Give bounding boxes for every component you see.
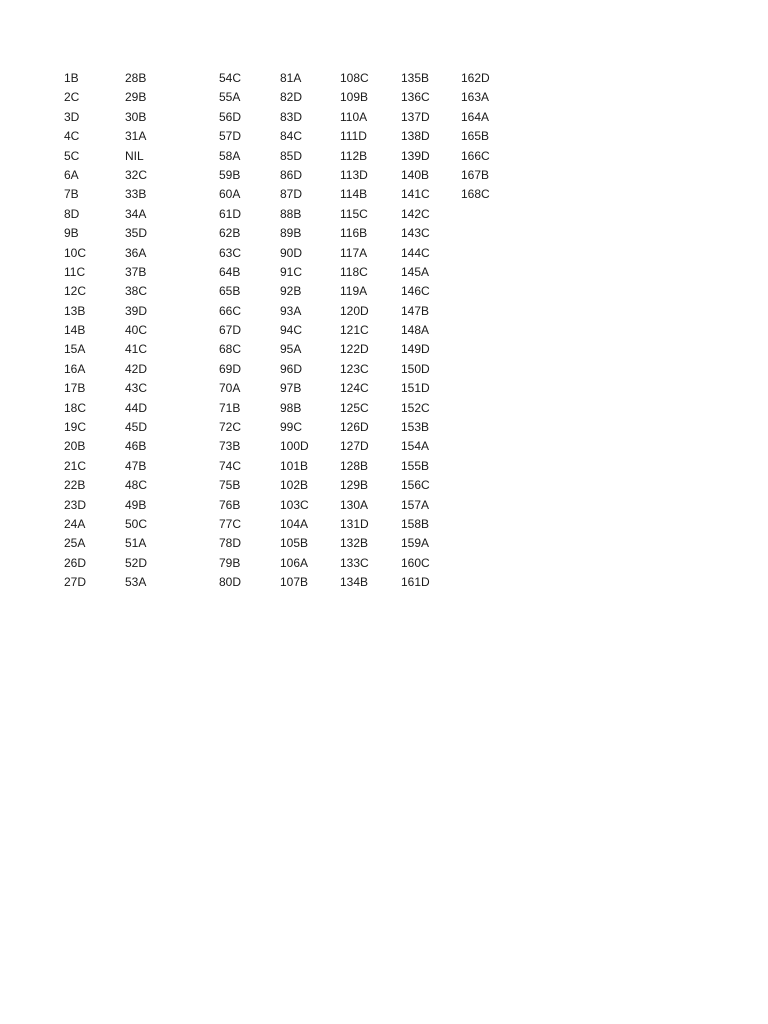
answer-cell: 14B: [64, 323, 86, 338]
answer-cell: 80D: [219, 575, 242, 590]
answer-cell: 61D: [219, 206, 242, 221]
answer-cell: 24A: [64, 516, 86, 531]
answer-cell: 100D: [280, 439, 309, 454]
answer-cell: 116B: [340, 226, 368, 241]
answer-cell: 79B: [219, 555, 241, 570]
answer-cell: 156C: [401, 478, 430, 493]
answer-cell: 165B: [461, 129, 490, 144]
answer-cell: 151D: [401, 381, 430, 396]
answer-cell: NIL: [125, 148, 144, 163]
answer-cell: 3D: [64, 109, 80, 124]
answer-cell: 136C: [401, 90, 430, 105]
answer-cell: 150D: [401, 361, 430, 376]
answer-cell: 164A: [461, 109, 490, 124]
answer-cell: 27D: [64, 575, 87, 590]
answer-cell: 133C: [340, 555, 369, 570]
answer-cell: 153B: [401, 420, 430, 435]
answer-cell: 101B: [280, 458, 309, 473]
answer-cell: 40C: [125, 323, 148, 338]
answer-cell: 32C: [125, 167, 148, 182]
answer-cell: 73B: [219, 439, 241, 454]
answer-cell: 115C: [340, 206, 368, 221]
answer-cell: 53A: [125, 575, 147, 590]
answer-column: [461, 69, 490, 205]
answer-cell: 138D: [401, 129, 430, 144]
answer-cell: 92B: [280, 284, 302, 299]
answer-cell: 46B: [125, 439, 147, 454]
answer-cell: 45D: [125, 420, 148, 435]
answer-cell: 15A: [64, 342, 86, 357]
answer-cell: 82D: [280, 90, 303, 105]
answer-cell: 28B: [125, 71, 147, 85]
answer-cell: 135B: [401, 71, 430, 85]
answer-cell: 128B: [340, 458, 369, 473]
answer-cell: 10C: [64, 245, 87, 260]
answer-cell: 56D: [219, 109, 242, 124]
answer-cell: 112B: [340, 148, 368, 163]
answer-cell: 6A: [64, 167, 79, 182]
answer-cell: 123C: [340, 361, 369, 376]
answer-cell: 107B: [280, 575, 309, 590]
answer-cell: 34A: [125, 206, 147, 221]
answer-cell: 119A: [340, 284, 368, 299]
answer-cell: 140B: [401, 167, 430, 182]
answer-cell: 162D: [461, 71, 490, 85]
answer-cell: 86D: [280, 167, 303, 182]
answer-cell: 58A: [219, 148, 241, 163]
answer-cell: 98B: [280, 400, 302, 415]
answer-cell: 102B: [280, 478, 309, 493]
answer-cell: 17B: [64, 381, 86, 396]
answer-cell: 59B: [219, 167, 241, 182]
answer-cell: 152C: [401, 400, 430, 415]
answer-cell: 159A: [401, 536, 430, 551]
answer-cell: 29B: [125, 90, 147, 105]
answer-cell: 124C: [340, 381, 369, 396]
answer-cell: 166C: [461, 148, 490, 163]
answer-cell: 78D: [219, 536, 242, 551]
answer-cell: 75B: [219, 478, 241, 493]
answer-cell: 55A: [219, 90, 241, 105]
answer-cell: 137D: [401, 109, 430, 124]
answer-cell: 48C: [125, 478, 148, 493]
answer-cell: 67D: [219, 323, 242, 338]
answer-cell: 64B: [219, 264, 241, 279]
answer-cell: 7B: [64, 187, 79, 202]
answer-cell: 70A: [219, 381, 241, 396]
answer-cell: 141C: [401, 187, 430, 202]
answer-cell: 85D: [280, 148, 303, 163]
answer-cell: 155B: [401, 458, 430, 473]
answer-cell: 50C: [125, 516, 148, 531]
answer-cell: 146C: [401, 284, 430, 299]
answer-cell: 81A: [280, 71, 302, 85]
answer-cell: 38C: [125, 284, 148, 299]
answer-cell: 63C: [219, 245, 242, 260]
answer-cell: 96D: [280, 361, 303, 376]
answer-cell: 127D: [340, 439, 369, 454]
answer-cell: 157A: [401, 497, 430, 512]
answer-cell: 143C: [401, 226, 430, 241]
answer-cell: 30B: [125, 109, 147, 124]
answer-cell: 95A: [280, 342, 302, 357]
answer-cell: 158B: [401, 516, 430, 531]
answer-cell: 71B: [219, 400, 241, 415]
answer-cell: 66C: [219, 303, 242, 318]
answer-cell: 145A: [401, 264, 430, 279]
answer-cell: 25A: [64, 536, 86, 551]
answer-cell: 168C: [461, 187, 490, 202]
answer-cell: 104A: [280, 516, 309, 531]
answer-cell: 54C: [219, 71, 242, 85]
answer-cell: 16A: [64, 361, 86, 376]
answer-cell: 113D: [340, 167, 368, 182]
answer-cell: 94C: [280, 323, 303, 338]
answer-cell: 110A: [340, 109, 368, 124]
answer-column: [64, 69, 86, 593]
answer-cell: 111D: [340, 129, 367, 144]
answer-cell: 5C: [64, 148, 80, 163]
answer-cell: 31A: [125, 129, 147, 144]
answer-column: [340, 69, 369, 593]
answer-cell: 114B: [340, 187, 368, 202]
answer-cell: 125C: [340, 400, 369, 415]
answer-cell: 105B: [280, 536, 309, 551]
answer-cell: 167B: [461, 167, 490, 182]
answer-cell: 121C: [340, 323, 369, 338]
answer-cell: 144C: [401, 245, 430, 260]
answer-cell: 69D: [219, 361, 242, 376]
answer-cell: 130A: [340, 497, 369, 512]
answer-cell: 154A: [401, 439, 430, 454]
answer-cell: 11C: [64, 264, 86, 279]
answer-cell: 19C: [64, 420, 87, 435]
answer-cell: 99C: [280, 420, 303, 435]
answer-column: [280, 69, 309, 593]
answer-cell: 8D: [64, 206, 80, 221]
answer-cell: 37B: [125, 264, 147, 279]
answer-cell: 12C: [64, 284, 87, 299]
answer-cell: 161D: [401, 575, 430, 590]
answer-cell: 35D: [125, 226, 148, 241]
answer-cell: 93A: [280, 303, 302, 318]
answer-cell: 142C: [401, 206, 430, 221]
answer-cell: 20B: [64, 439, 86, 454]
answer-cell: 41C: [125, 342, 148, 357]
answer-cell: 108C: [340, 71, 369, 85]
answer-cell: 131D: [340, 516, 369, 531]
answer-column: [401, 69, 430, 593]
answer-cell: 26D: [64, 555, 87, 570]
answer-cell: 33B: [125, 187, 147, 202]
answer-cell: 129B: [340, 478, 369, 493]
answer-cell: 83D: [280, 109, 303, 124]
answer-cell: 97B: [280, 381, 302, 396]
answer-cell: 39D: [125, 303, 148, 318]
answer-cell: 87D: [280, 187, 303, 202]
answer-cell: 88B: [280, 206, 302, 221]
answer-cell: 49B: [125, 497, 147, 512]
answer-cell: 13B: [64, 303, 86, 318]
answer-cell: 9B: [64, 226, 79, 241]
answer-cell: 23D: [64, 497, 87, 512]
answer-cell: 62B: [219, 226, 241, 241]
answer-cell: 120D: [340, 303, 369, 318]
answer-cell: 36A: [125, 245, 147, 260]
answer-cell: 147B: [401, 303, 430, 318]
answer-cell: 84C: [280, 129, 303, 144]
answer-cell: 118C: [340, 264, 368, 279]
answer-cell: 47B: [125, 458, 147, 473]
answer-cell: 163A: [461, 90, 490, 105]
answer-cell: 65B: [219, 284, 241, 299]
answer-cell: 68C: [219, 342, 242, 357]
answer-cell: 52D: [125, 555, 148, 570]
answer-cell: 74C: [219, 458, 242, 473]
answer-cell: 44D: [125, 400, 148, 415]
answer-cell: 43C: [125, 381, 148, 396]
answer-cell: 149D: [401, 342, 430, 357]
answer-cell: 51A: [125, 536, 147, 551]
answer-cell: 90D: [280, 245, 303, 260]
answer-cell: 72C: [219, 420, 242, 435]
answer-cell: 2C: [64, 90, 80, 105]
answer-cell: 134B: [340, 575, 369, 590]
answer-cell: 21C: [64, 458, 87, 473]
answer-cell: 132B: [340, 536, 369, 551]
answer-cell: 139D: [401, 148, 430, 163]
answer-cell: 89B: [280, 226, 302, 241]
answer-column: [125, 69, 147, 593]
answer-cell: 57D: [219, 129, 242, 144]
answer-cell: 4C: [64, 129, 80, 144]
answer-cell: 122D: [340, 342, 369, 357]
answer-cell: 117A: [340, 245, 368, 260]
answer-column: [219, 69, 241, 593]
answer-cell: 18C: [64, 400, 87, 415]
answer-cell: 148A: [401, 323, 430, 338]
answer-cell: 77C: [219, 516, 242, 531]
answer-cell: 1B: [64, 71, 79, 85]
answer-cell: 91C: [280, 264, 303, 279]
answer-cell: 126D: [340, 420, 369, 435]
answer-cell: 103C: [280, 497, 309, 512]
answer-cell: 106A: [280, 555, 309, 570]
answer-cell: 22B: [64, 478, 86, 493]
answer-cell: 109B: [340, 90, 369, 105]
answer-cell: 42D: [125, 361, 148, 376]
answer-cell: 60A: [219, 187, 241, 202]
answer-cell: 76B: [219, 497, 241, 512]
answer-cell: 160C: [401, 555, 430, 570]
